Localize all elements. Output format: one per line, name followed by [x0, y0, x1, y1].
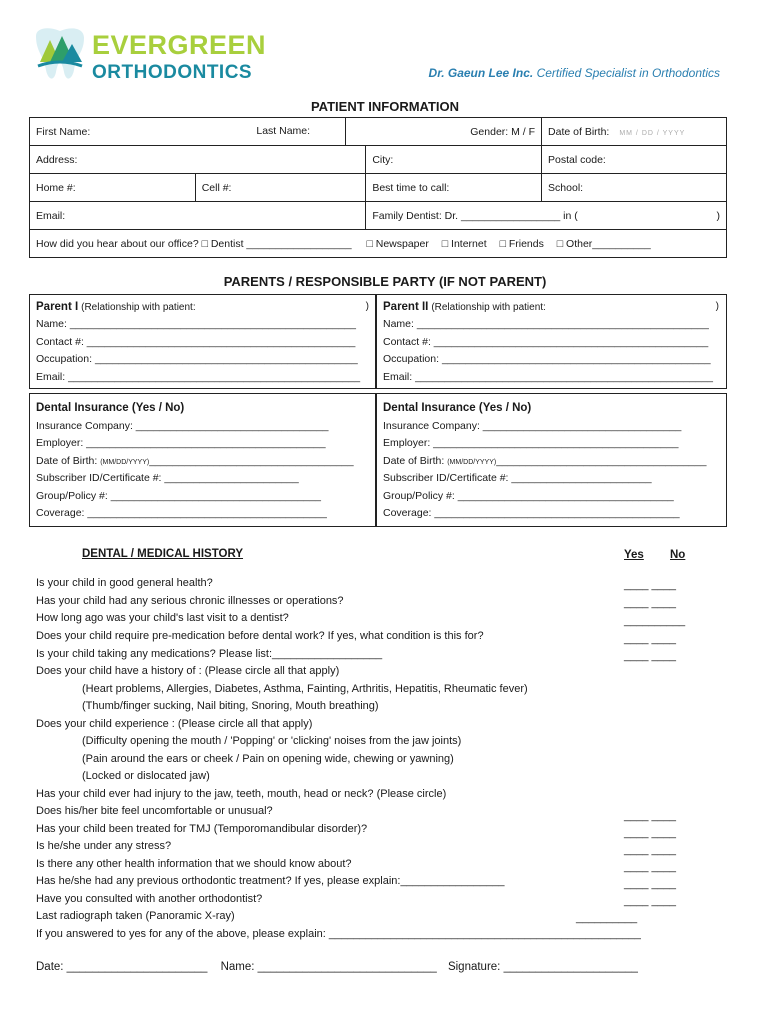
yes-column-header: Yes: [624, 549, 644, 561]
referral-other[interactable]: □ Other__________: [556, 237, 651, 250]
insurance-1-employer[interactable]: Employer: _________________________________________: [36, 437, 326, 449]
insurance-1-heading: Dental Insurance (Yes / No): [36, 402, 185, 414]
history-q-previous-ortho[interactable]: Has he/she had any previous orthodontic treatment? If yes, please explain:_________________: [36, 875, 505, 887]
school-field[interactable]: School:: [542, 174, 727, 202]
history-options-locked-jaw[interactable]: (Locked or dislocated jaw): [82, 770, 210, 782]
history-q-bite: Does his/her bite feel uncomfortable or unusual?: [36, 805, 273, 817]
history-q-pre-medication: Does your child require pre-medication before dental work? If yes, what condition is this for?: [36, 630, 484, 642]
patient-info-title: PATIENT INFORMATION: [310, 99, 460, 114]
first-name-field[interactable]: First Name:: [30, 118, 346, 146]
answer-blank-tmj[interactable]: ____ ____: [624, 827, 676, 839]
insurance-2-employer[interactable]: Employer: __________________________________________: [383, 437, 679, 449]
history-q-chronic-illness: Has your child had any serious chronic illnesses or operations?: [36, 595, 344, 607]
insurance-2-coverage[interactable]: Coverage: __________________________________________: [383, 507, 680, 519]
history-q-other-health: Is there any other health information that we should know about?: [36, 858, 352, 870]
history-options-habits[interactable]: (Thumb/finger sucking, Nail biting, Snoring, Mouth breathing): [82, 700, 379, 712]
insurance-2-group-policy[interactable]: Group/Policy #: _____________________________________: [383, 490, 674, 502]
parent-1-relationship[interactable]: (Relationship with patient:: [81, 302, 196, 313]
answer-blank-radiograph[interactable]: __________: [576, 912, 638, 924]
history-options-jaw-opening[interactable]: (Difficulty opening the mouth / 'Popping' or 'clicking' noises from the jaw joints): [82, 735, 462, 747]
answer-blank-other-health[interactable]: ____ ____: [624, 861, 676, 873]
no-column-header: No: [670, 549, 686, 561]
dob-placeholder: MM / DD / YYYY: [619, 129, 686, 137]
email-field[interactable]: Email:: [30, 202, 366, 230]
answer-blank-stress[interactable]: ____ ____: [624, 844, 676, 856]
date-field[interactable]: Date: ______________________: [36, 961, 208, 973]
insurance-1-box: [29, 393, 376, 527]
parent-1-rel-close: ): [365, 301, 369, 312]
insurance-1-company[interactable]: Insurance Company: _________________________________: [36, 420, 329, 432]
parent-2-heading: Parent II: [383, 301, 429, 313]
parent-1-contact[interactable]: Contact #: ______________________________________________: [36, 336, 356, 348]
answer-blank-medications[interactable]: ____ ____: [624, 650, 676, 662]
insurance-2-company[interactable]: Insurance Company: __________________________________: [383, 420, 682, 432]
city-field[interactable]: City:: [366, 146, 542, 174]
insurance-2-heading: Dental Insurance (Yes / No): [383, 402, 532, 414]
history-q-injury[interactable]: Has your child ever had injury to the jaw, teeth, mouth, head or neck? (Please circle): [36, 788, 447, 800]
parent-2-email[interactable]: Email: ___________________________________________________: [383, 371, 713, 383]
postal-code-field[interactable]: Postal code:: [542, 146, 727, 174]
insurance-1-group-policy[interactable]: Group/Policy #: ____________________________________: [36, 490, 321, 502]
referral-dentist[interactable]: How did you hear about our office? □ Dentist __________________: [36, 237, 352, 250]
parent-2-name[interactable]: Name: __________________________________________________: [383, 318, 709, 330]
answer-blank-consulted[interactable]: ____ ____: [624, 895, 676, 907]
history-options-ear-pain[interactable]: (Pain around the ears or cheek / Pain on opening wide, chewing or yawning): [82, 753, 454, 765]
doctor-name: Dr. Gaeun Lee Inc.: [428, 66, 534, 80]
logo-text-orthodontics: ORTHODONTICS: [92, 62, 253, 83]
parent-2-rel-close: ): [715, 301, 719, 312]
referral-friends[interactable]: □ Friends: [499, 237, 544, 250]
last-name-gender-field[interactable]: [256, 118, 542, 146]
logo: [30, 26, 267, 84]
history-q-history-of: Does your child have a history of : (Please circle all that apply): [36, 665, 340, 677]
parent-1-box: [29, 294, 376, 389]
parent-1-occupation[interactable]: Occupation: _____________________________________________: [36, 353, 358, 365]
answer-blank-chronic-illness[interactable]: ____ ____: [624, 597, 676, 609]
family-dentist-field[interactable]: Family Dentist: Dr. _________________ in ( ): [366, 202, 727, 230]
tooth-trees-icon: [30, 26, 90, 84]
logo-text-evergreen: EVERGREEN: [92, 30, 267, 60]
parent-2-relationship[interactable]: (Relationship with patient:: [431, 302, 546, 313]
history-q-experience: Does your child experience : (Please circle all that apply): [36, 718, 313, 730]
insurance-2-box: [376, 393, 727, 527]
practice-subtitle: Certified Specialist in Orthodontics: [536, 66, 720, 80]
practice-header: [429, 66, 720, 80]
cell-phone-field[interactable]: Cell #:: [195, 174, 366, 202]
insurance-2-dob[interactable]: Date of Birth: (MM/DD/YYYY)____________________________________: [383, 455, 707, 467]
insurance-1-dob[interactable]: Date of Birth: (MM/DD/YYYY)___________________________________: [36, 455, 354, 467]
parent-1-heading: Parent I: [36, 301, 79, 313]
patient-info-table: [29, 117, 727, 258]
insurance-1-coverage[interactable]: Coverage: _________________________________________: [36, 507, 327, 519]
answer-blank-previous-ortho[interactable]: ____ ____: [624, 878, 676, 890]
history-q-explain[interactable]: If you answered to yes for any of the above, please explain: ___________________________________________________: [36, 928, 641, 940]
home-phone-field[interactable]: Home #:: [30, 174, 196, 202]
history-q-general-health: Is your child in good general health?: [36, 577, 213, 589]
history-q-stress: Is he/she under any stress?: [36, 840, 172, 852]
history-options-conditions[interactable]: (Heart problems, Allergies, Diabetes, Asthma, Fainting, Arthritis, Hepatitis, Rheumatic fever): [82, 683, 528, 695]
history-q-tmj: Has your child been treated for TMJ (Temporomandibular disorder)?: [36, 823, 368, 835]
dob-field[interactable]: Date of Birth: MM / DD / YYYY: [542, 118, 727, 146]
referral-source-field[interactable]: [30, 230, 727, 258]
referral-internet[interactable]: □ Internet: [441, 237, 487, 250]
referral-newspaper[interactable]: □ Newspaper: [366, 237, 429, 250]
answer-blank-bite[interactable]: ____ ____: [624, 810, 676, 822]
parent-2-contact[interactable]: Contact #: _______________________________________________: [383, 336, 709, 348]
history-q-medications[interactable]: Is your child taking any medications? Please list:__________________: [36, 648, 383, 660]
parent-1-email[interactable]: Email: __________________________________________________: [36, 371, 361, 383]
answer-blank-general-health[interactable]: ____ ____: [624, 579, 676, 591]
parent-2-occupation[interactable]: Occupation: ______________________________________________: [383, 353, 711, 365]
insurance-1-subscriber-id[interactable]: Subscriber ID/Certificate #: _______________________: [36, 472, 299, 484]
answer-blank-last-visit[interactable]: __________: [624, 615, 686, 627]
last-name-label: Last Name:: [256, 125, 311, 137]
answer-blank-pre-medication[interactable]: ____ ____: [624, 633, 676, 645]
name-field[interactable]: Name: ____________________________: [220, 961, 437, 973]
signature-field[interactable]: Signature: _____________________: [447, 961, 638, 973]
history-q-radiograph: Last radiograph taken (Panoramic X-ray): [36, 910, 235, 922]
history-q-consulted: Have you consulted with another orthodontist?: [36, 893, 263, 905]
insurance-2-subscriber-id[interactable]: Subscriber ID/Certificate #: ________________________: [383, 472, 652, 484]
address-field[interactable]: Address:: [30, 146, 366, 174]
history-q-last-dentist-visit: How long ago was your child's last visit to a dentist?: [36, 612, 289, 624]
gender-label: Gender: M / F: [470, 125, 536, 138]
best-time-field[interactable]: Best time to call:: [366, 174, 542, 202]
parent-2-box: [376, 294, 727, 389]
history-title: DENTAL / MEDICAL HISTORY: [82, 548, 244, 560]
parents-title: PARENTS / RESPONSIBLE PARTY (IF NOT PARENT): [223, 274, 547, 289]
parent-1-name[interactable]: Name: _________________________________________________: [36, 318, 356, 330]
signature-row: [36, 961, 638, 973]
